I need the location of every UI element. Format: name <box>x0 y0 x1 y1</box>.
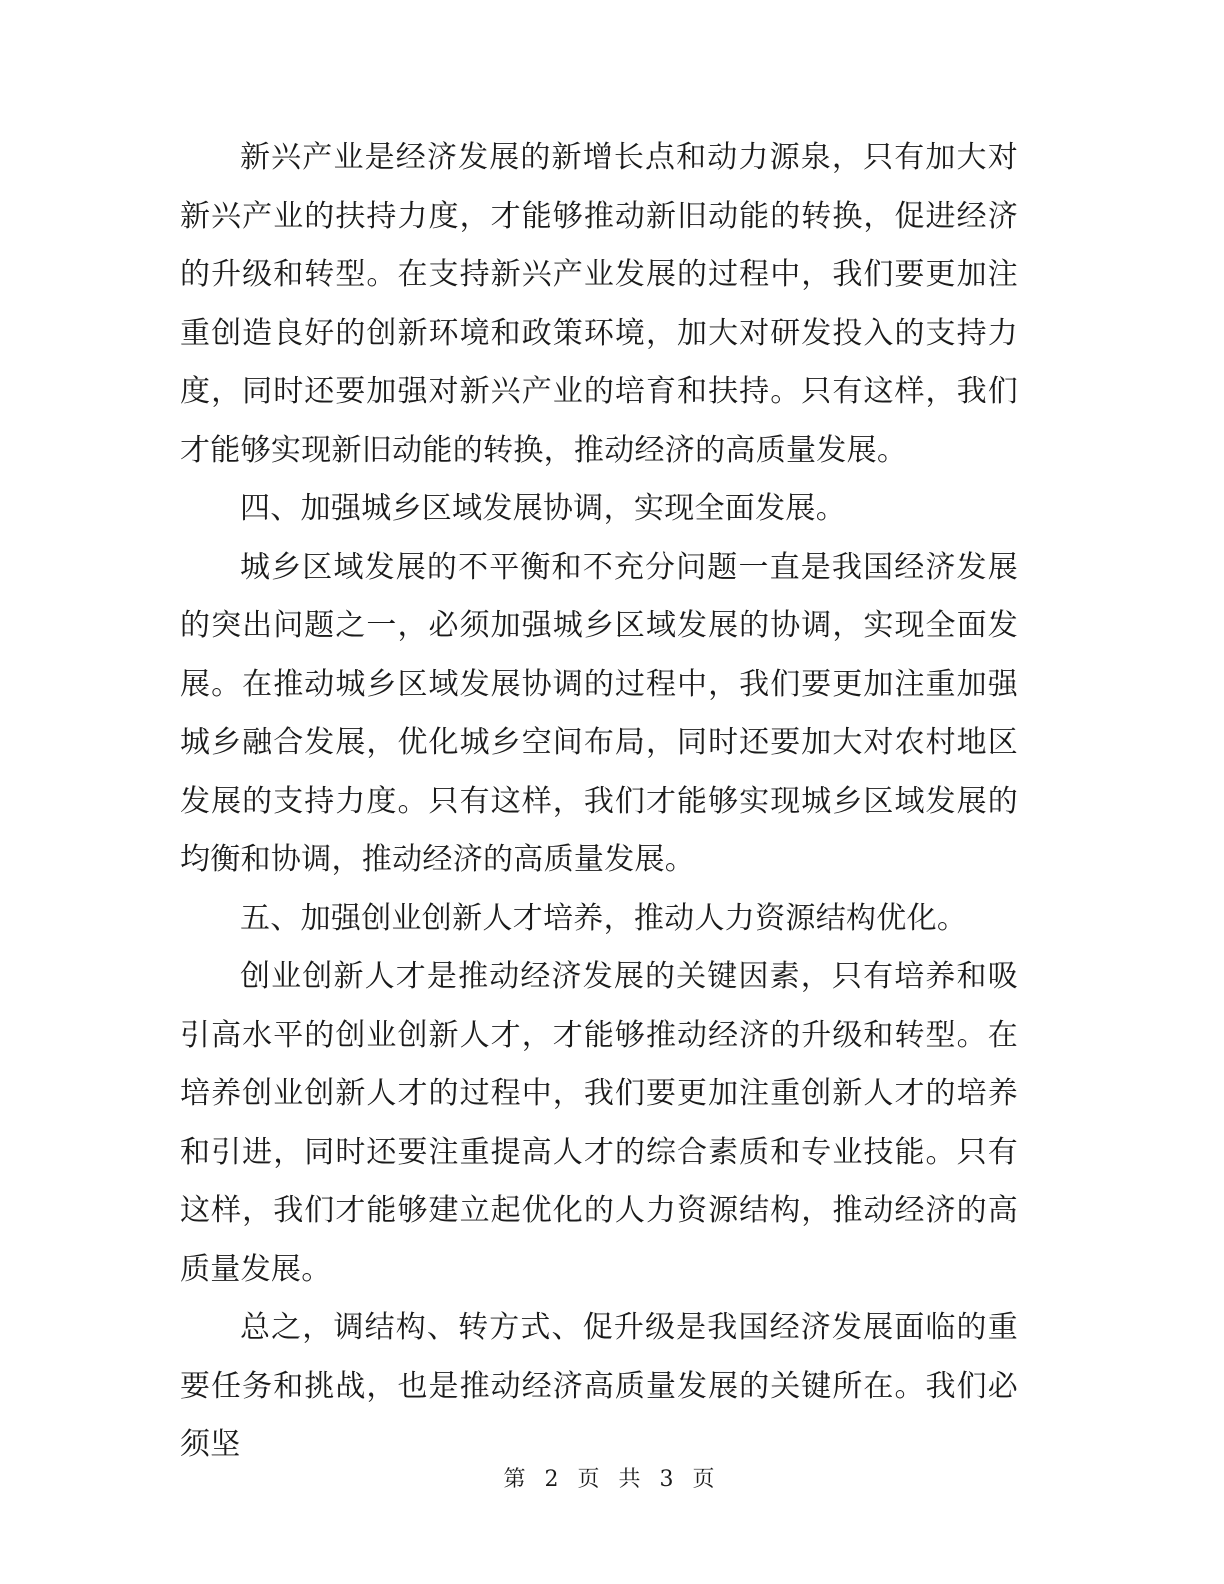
section-heading-5: 五、加强创业创新人才培养，推动人力资源结构优化。 <box>240 900 968 936</box>
paragraph-urban-rural: 城乡区域发展的不平衡和不充分问题一直是我国经济发展的突出问题之一，必须加强城乡区域发展的协调，实现全面发展。在推动城乡区域发展协调的过程中，我们要更加注重加强城乡融合发展，优化城乡空间布局，同时还要加大对农村地区发展的支持力度。只有这样，我们才能够实现城乡区域发展的均衡和协调，推动经济的高质量发展。 <box>180 549 1018 877</box>
section-heading-4: 四、加强城乡区域发展协调，实现全面发展。 <box>240 491 846 526</box>
paragraph-conclusion: 总之，调结构、转方式、促升级是我国经济发展面临的重要任务和挑战，也是推动经济高质量发展的关键所在。我们必须坚 <box>180 1310 1018 1462</box>
paragraph-talent: 创业创新人才是推动经济发展的关键因素，只有培养和吸引高水平的创业创新人才，才能够推动经济的升级和转型。在培养创业创新人才的过程中，我们要更加注重创新人才的培养和引进，同时还要注重提高人才的综合素质和专业技能。只有这样，我们才能够建立起优化的人力资源结构，推动经济的高质量发展。 <box>180 959 1018 1287</box>
paragraph-emerging-industries: 新兴产业是经济发展的新增长点和动力源泉，只有加大对新兴产业的扶持力度，才能够推动新旧动能的转换，促进经济的升级和转型。在支持新兴产业发展的过程中，我们要更加注重创造良好的创新环境和政策环境，加大对研发投入的支持力度，同时还要加强对新兴产业的培育和扶持。只有这样，我们才能够实现新旧动能的转换，推动经济的高质量发展。 <box>180 140 1018 468</box>
document-body <box>180 129 1018 1475</box>
page-number-footer: 第 2 页 共 3 页 <box>503 1467 721 1492</box>
